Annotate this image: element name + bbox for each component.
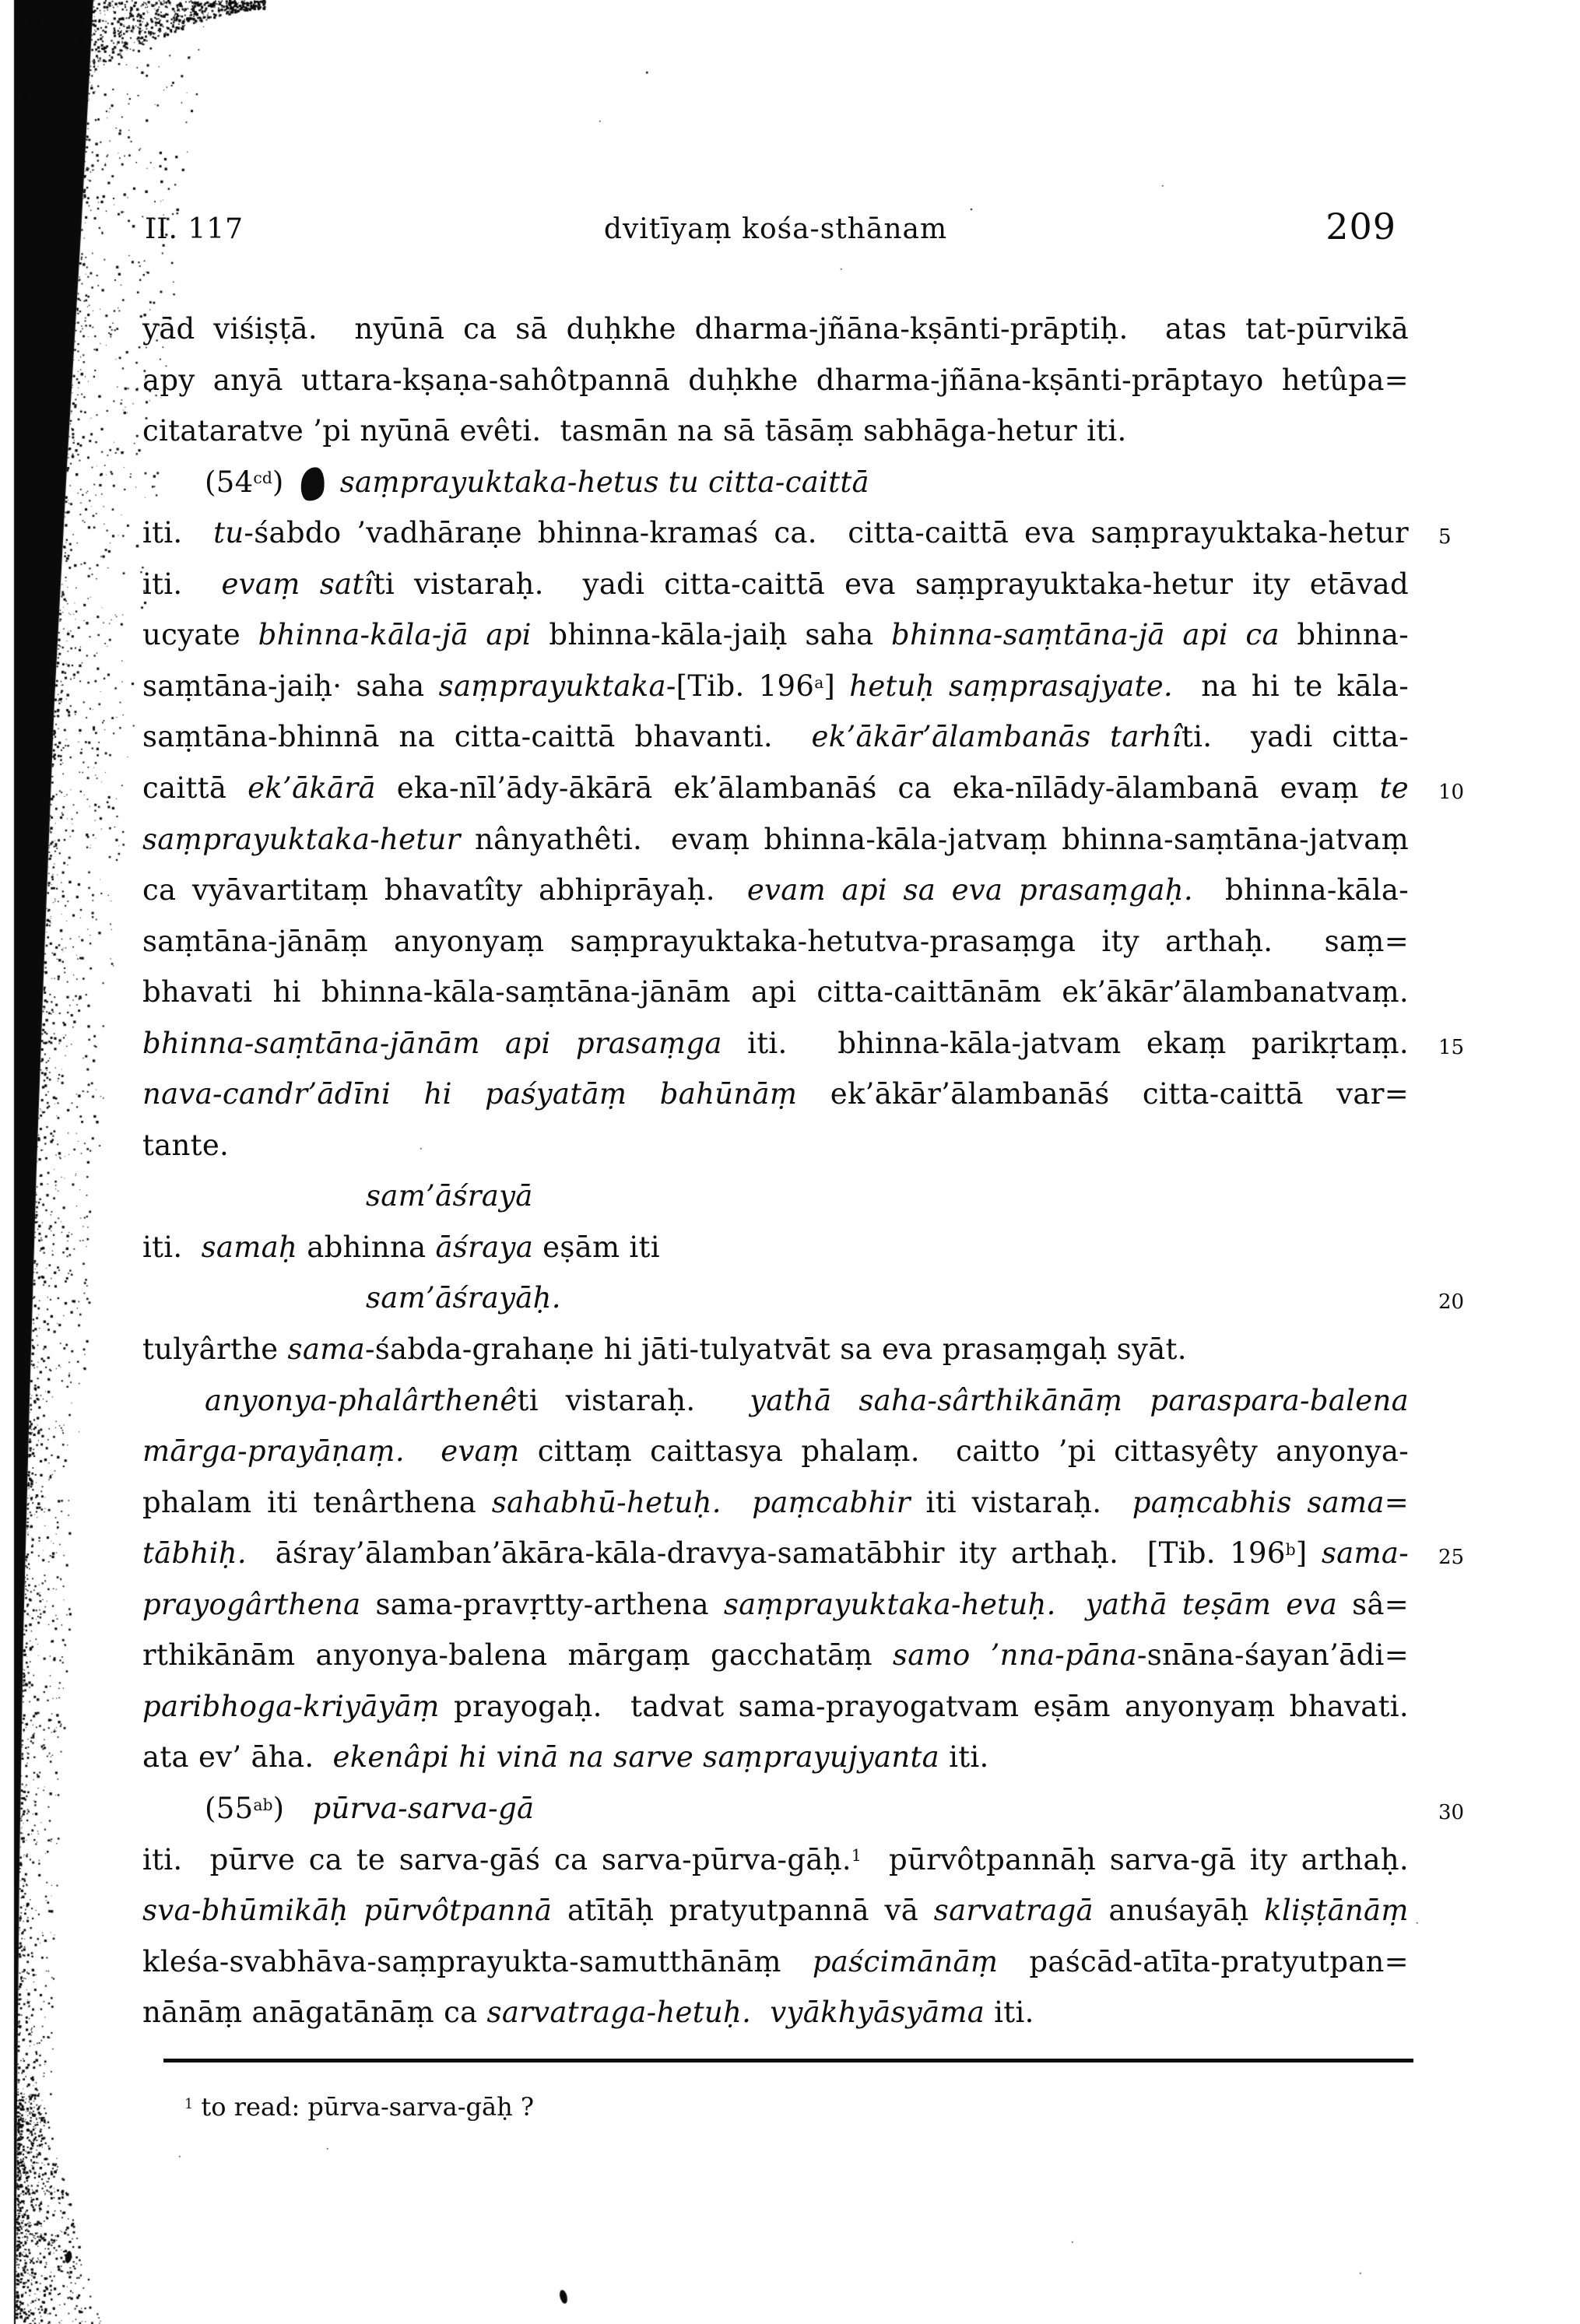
text-segment: iti. (939, 1740, 989, 1775)
text-segment: mārga-prayāṇaṃ. (142, 1434, 405, 1469)
text-segment: snāna-śayan’ādi= (1146, 1638, 1409, 1673)
text-segment: kliṣṭānāṃ (1264, 1894, 1409, 1928)
text-segment: paścimānāṃ (812, 1944, 999, 1978)
text-segment: saṃtāna-bhinnā na citta-caittā bhavanti. (142, 720, 812, 754)
margin-line-number: 30 (1438, 1800, 1465, 1824)
text-segment: iti vistaraḥ. (910, 1485, 1132, 1519)
text-line (142, 1329, 1187, 1370)
text-segment: iti. (142, 516, 214, 550)
text-segment: sarvatraga-hetuḥ. (486, 1996, 752, 2030)
text-segment: sâ= (1337, 1587, 1410, 1621)
text-segment: evaṃ (441, 1434, 520, 1469)
text-segment: ek’ākārā (248, 771, 376, 805)
superscript: a (814, 672, 824, 692)
text-segment: paṃcabhir (752, 1485, 911, 1519)
text-segment: tante. (142, 1128, 230, 1162)
text-segment: bhinna-kāla- (1192, 873, 1409, 907)
text-segment: eṣām iti (533, 1230, 660, 1264)
text-segment: bhinna- (1279, 618, 1410, 652)
text-segment: tābhiḥ. (142, 1536, 247, 1571)
text-segment: sama-pravṛtty-arthena (360, 1587, 724, 1621)
text-segment: (55 (205, 1791, 254, 1825)
text-segment: ca vyāvartitaṃ bhavatîty abhiprāyaḥ. (142, 873, 747, 907)
text-segment: bhinna-kāla-jaiḥ saha (531, 618, 892, 652)
text-segment: nānāṃ anāgatānāṃ ca (142, 1996, 487, 2030)
text-segment: samo ’nna-pāna- (892, 1638, 1147, 1673)
text-line (142, 309, 1409, 349)
text-line (142, 564, 1409, 605)
superscript: b (1285, 1540, 1296, 1560)
text-segment: ] (823, 669, 850, 703)
text-segment: saṃprayuktaka-hetur (142, 822, 461, 856)
text-segment: anuśayāḥ (1093, 1894, 1265, 1928)
text-segment: -śabda-grahaṇe hi jāti-tulyatvāt sa eva prasaṃgaḥ syāt. (364, 1332, 1187, 1366)
footnote (184, 2092, 534, 2122)
text-segment: ekenâpi hi vinā na sarve saṃprayujyanta (332, 1740, 940, 1775)
text-segment: ] (1295, 1536, 1322, 1571)
text-line (142, 1942, 1409, 1982)
text-segment: citataratve ’pi nyūnā evêti. tasmān na sā tāsāṃ sabhāga-hetur iti. (142, 414, 1127, 448)
text-segment: ti vistaraḥ. yadi citta-caittā eva saṃprayuktaka-hetur ity etāvad (373, 567, 1409, 601)
text-segment: ti. yadi citta- (1181, 720, 1409, 754)
text-line (142, 1585, 1409, 1625)
text-segment: bhinna-kāla-jā api (258, 618, 532, 652)
text-segment: sam’āśrayāḥ. (366, 1281, 561, 1315)
text-segment: ek’ākār’ālambanāś citta-caittā var= (797, 1077, 1409, 1111)
text-segment: paribhoga-kriyāyāṃ (142, 1689, 440, 1723)
superscript: 1 (184, 2097, 194, 2113)
text-line (142, 1227, 660, 1268)
text-segment (751, 1996, 770, 2029)
text-segment: abhinna (297, 1230, 436, 1264)
text-line (142, 411, 1127, 451)
running-title: dvitīyaṃ kośa-sthānam (603, 213, 948, 245)
text-segment: nava-candr’ādīni hi paśyatāṃ bahūnāṃ (142, 1077, 798, 1111)
text-segment: paṃcabhis sama= (1132, 1485, 1410, 1519)
text-segment: to read: pūrva-sarva-gāḥ ? (193, 2092, 535, 2122)
text-segment: sama- (1321, 1536, 1410, 1571)
text-segment: atītāḥ pratyutpannā vā (552, 1894, 934, 1928)
text-segment: evaṃ satî (221, 567, 374, 601)
text-segment: ) (272, 1791, 313, 1825)
text-segment: vyākhyāsyāma (770, 1996, 985, 2030)
text-segment: tu (213, 516, 244, 550)
text-segment: bhavati hi bhinna-kāla-saṃtāna-jānām api citta-caittānām ek’ākār’ālambanatvaṃ. (142, 975, 1409, 1009)
text-segment: saṃprayuktaka-hetuḥ. (723, 1587, 1056, 1621)
text-segment: iti. (142, 1230, 202, 1264)
text-line (142, 1431, 1409, 1472)
text-segment: kleśa-svabhāva-saṃprayukta-samutthānāṃ (142, 1944, 813, 1978)
superscript: ab (253, 1795, 273, 1814)
text-line (142, 1074, 1409, 1115)
ink-blob-icon (298, 465, 327, 503)
text-segment: nânyathêti. evaṃ bhinna-kāla-jatvaṃ bhinna-saṃtāna-jatvaṃ (460, 822, 1409, 856)
text-line (142, 360, 1409, 401)
text-segment: iti. pūrve ca te sarva-gāś ca sarva-pūrva-gāḥ. (142, 1842, 851, 1876)
text-line (142, 1533, 1409, 1574)
text-segment (722, 1486, 752, 1519)
text-segment: samaḥ (201, 1230, 298, 1264)
text-line (366, 1278, 561, 1318)
margin-line-number: 5 (1438, 525, 1452, 549)
text-segment: pūrva-sarva-gā (312, 1791, 535, 1825)
text-segment: sva-bhūmikāḥ pūrvôtpannā (142, 1894, 553, 1928)
text-segment: apy anyā uttara-kṣaṇa-sahôtpannā duḥkhe dharma-jñāna-kṣānti-prāptayo hetûpa= (142, 363, 1409, 397)
verse-reference: II. 117 (145, 213, 244, 245)
text-segment: iti. bhinna-kāla-jatvam ekaṃ parikṛtaṃ. (722, 1026, 1409, 1060)
text-segment: [Tib. 196 (676, 669, 815, 703)
text-segment: ek’ākār’ālambanās tarhî (811, 720, 1181, 754)
text-segment: paścād-atīta-pratyutpan= (998, 1944, 1409, 1978)
text-line (366, 1176, 533, 1216)
margin-numbers (1438, 309, 1493, 2021)
text-line (142, 1635, 1409, 1676)
text-segment: na hi te kāla- (1173, 669, 1409, 703)
text-segment: anyonya-phalârthenê (205, 1383, 518, 1417)
superscript: cd (253, 469, 272, 488)
text-segment: ti vistaraḥ. (517, 1383, 750, 1417)
text-segment: ) (272, 465, 293, 499)
text-line (142, 666, 1409, 707)
text-segment (331, 465, 340, 499)
text-segment: sama (287, 1332, 365, 1366)
text-segment: sarvatragā (933, 1894, 1094, 1928)
text-line (205, 1789, 534, 1829)
margin-line-number: 10 (1438, 780, 1465, 804)
text-segment: yād viśiṣṭā. nyūnā ca sā duḥkhe dharma-jñāna-kṣānti-prāptiḥ. atas tat-pūrvikā (142, 312, 1409, 346)
text-segment: saṃprayuktaka-hetus tu citta-caittā (339, 465, 869, 499)
text-segment: rthikānām anyonya-balena mārgaṃ gacchatāṃ (142, 1638, 893, 1673)
text-segment: sam’āśrayā (366, 1179, 533, 1213)
text-segment: āśray’ālamban’ākāra-kāla-dravya-samatābhir ity arthaḥ. [Tib. 196 (246, 1536, 1286, 1571)
text-segment: saṃprayuktaka- (438, 669, 676, 703)
text-segment: te (1379, 771, 1409, 805)
text-line (142, 820, 1409, 860)
text-segment: bhinna-saṃtāna-jānām api prasaṃga (142, 1026, 722, 1060)
text-line (142, 1890, 1409, 1931)
text-segment: phalam iti tenârthena (142, 1485, 492, 1519)
body-text (142, 309, 1409, 2037)
margin-line-number: 20 (1438, 1290, 1465, 1315)
text-segment: sahabhū-hetuḥ. (491, 1485, 722, 1519)
text-segment: hetuḥ saṃprasajyate. (849, 669, 1173, 703)
text-line (142, 870, 1409, 911)
footnote-rule (163, 2059, 1413, 2062)
text-line (142, 1125, 229, 1166)
text-segment: ucyate (142, 618, 258, 652)
text-segment: evam api sa eva prasaṃgaḥ. (746, 873, 1193, 907)
text-segment: ata ev’ āha. (142, 1740, 333, 1775)
text-segment: yathā saha-sârthikānāṃ paraspara-balena (750, 1383, 1409, 1417)
superscript: 1 (851, 1846, 862, 1866)
text-line (142, 1992, 1034, 2033)
text-line (142, 922, 1409, 962)
text-line (142, 717, 1409, 757)
text-segment: (54 (205, 465, 254, 499)
text-segment (405, 1434, 441, 1468)
text-segment: saṃtāna-jaiḥ· saha (142, 669, 439, 703)
text-segment: pūrvôtpannāḥ sarva-gā ity arthaḥ. (861, 1842, 1409, 1876)
text-line (142, 1840, 1409, 1880)
text-segment: cittaṃ caittasya phalaṃ. caitto ’pi cittasyêty anyonya- (519, 1434, 1409, 1469)
text-segment: iti. (985, 1996, 1034, 2030)
text-line (142, 513, 1409, 553)
text-segment: āśraya (435, 1230, 534, 1264)
text-line (142, 1737, 989, 1778)
text-line (205, 462, 869, 503)
text-segment: yathā teṣām eva (1085, 1587, 1338, 1621)
text-segment (1056, 1588, 1086, 1621)
text-segment: -śabdo ’vadhāraṇe bhinna-kramaś ca. citta-caittā eva saṃprayuktaka-hetur (244, 516, 1409, 550)
margin-line-number: 25 (1438, 1546, 1465, 1570)
text-segment: eka-nīl’ādy-ākārā ek’ālambanāś ca eka-nīlādy-ālambanā evaṃ (375, 771, 1380, 805)
text-segment: tulyârthe (142, 1332, 288, 1366)
text-segment: caittā (142, 771, 248, 805)
text-segment: prayogârthena (142, 1587, 361, 1621)
text-segment: saṃtāna-jānāṃ anyonyaṃ saṃprayuktaka-hetutva-prasaṃga ity arthaḥ. saṃ= (142, 924, 1409, 958)
text-line (142, 1687, 1409, 1727)
text-line (142, 768, 1409, 809)
text-line (142, 1023, 1409, 1064)
text-line (142, 972, 1409, 1013)
page-number: 209 (1325, 205, 1396, 247)
text-line (205, 1381, 1409, 1421)
text-line (142, 615, 1409, 655)
text-line (142, 1483, 1409, 1523)
text-segment: iti. (142, 567, 222, 601)
text-segment: bhinna-saṃtāna-jā api ca (891, 618, 1280, 652)
margin-line-number: 15 (1438, 1035, 1465, 1059)
text-segment: prayogaḥ. tadvat sama-prayogatvam eṣām anyonyaṃ bhavati. (439, 1689, 1409, 1723)
